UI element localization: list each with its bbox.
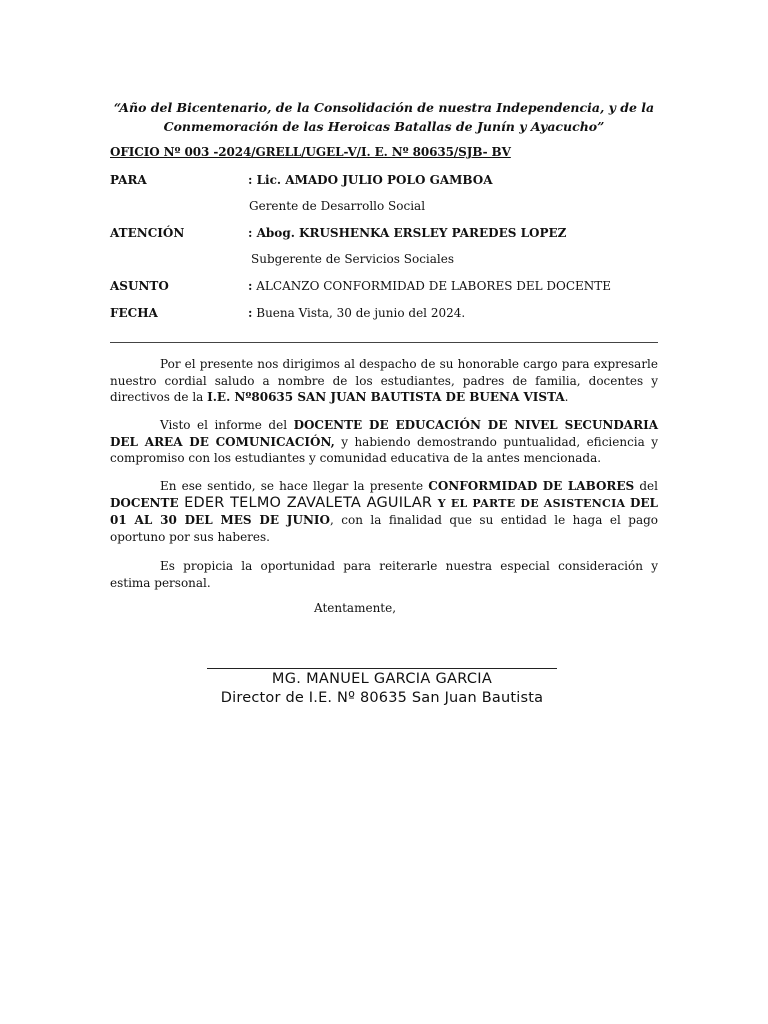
p3-del: del	[634, 479, 658, 493]
header-divider	[110, 342, 658, 343]
p3-teacher-name: EDER TELMO ZAVALETA AGUILAR	[178, 494, 438, 511]
asunto-value-wrap	[248, 278, 611, 294]
commemorative-motto: “Año del Bicentenario, de la Consolidación de nuestra Independencia, y de la Conmemoración de las Heroicas Batallas de Junín y Ayacucho”	[113, 100, 655, 134]
atencion-value: : Abog. KRUSHENKA ERSLEY PAREDES LOPEZ	[248, 226, 567, 240]
signer-name: MG. MANUEL GARCIA GARCIA	[271, 671, 493, 687]
para-label: PARA	[110, 173, 147, 187]
oficio-number: OFICIO Nº 003 -2024/GRELL/UGEL-V/I. E. Nº 80635/SJB- BV	[110, 145, 511, 159]
paragraph-greeting	[110, 356, 658, 406]
fecha-value-wrap	[248, 305, 465, 321]
asunto-colon: :	[248, 279, 253, 293]
signer-role: Director de I.E. Nº 80635 San Juan Bautista	[220, 690, 544, 706]
closing-text: Atentamente,	[314, 601, 397, 615]
p3-text: En ese sentido, se hace llegar la presente	[160, 479, 429, 493]
fecha-value: Buena Vista, 30 de junio del 2024.	[252, 306, 466, 320]
asunto-value: ALCANZO CONFORMIDAD DE LABORES DEL DOCENTE	[252, 279, 612, 293]
atencion-role: Subgerente de Servicios Sociales	[251, 252, 455, 266]
p1-text: Por el presente nos dirigimos al despacho de su honorable cargo para expresarle nuestro cordial saludo a nombre de los estudiantes, padres de familia, docentes y directivos de la	[110, 357, 658, 404]
p3-docente: DOCENTE	[110, 495, 179, 510]
para-role: Gerente de Desarrollo Social	[249, 199, 426, 213]
p1-school: I.E. Nº80635 SAN JUAN BAUTISTA DE BUENA VISTA	[207, 390, 565, 404]
p1-end: .	[564, 390, 569, 404]
atencion-label: ATENCIÓN	[110, 226, 185, 240]
signature-line	[207, 668, 557, 669]
para-value: : Lic. AMADO JULIO POLO GAMBOA	[248, 173, 493, 187]
fecha-label: FECHA	[110, 306, 158, 320]
asunto-label: ASUNTO	[110, 279, 169, 293]
p2-text: Visto el informe del	[160, 418, 294, 432]
fecha-colon: :	[248, 306, 253, 320]
p3-conformity: CONFORMIDAD DE LABORES	[428, 479, 635, 493]
p3-period: DEL 01 AL 30 DEL MES DE JUNIO	[110, 495, 658, 527]
p3-rest: , con la finalidad que su entidad le haga el pago oportuno por sus haberes.	[110, 513, 659, 544]
p2-rest: y habiendo demostrando puntualidad, eficiencia y compromiso con los estudiantes y comunidad educativa de la antes mencionada.	[110, 434, 658, 465]
p3-attendance: Y EL PARTE DE ASISTENCIA	[437, 496, 626, 510]
paragraph-farewell: Es propicia la oportunidad para reiterarle nuestra especial consideración y estima personal.	[110, 559, 658, 590]
paragraph-report	[110, 417, 658, 467]
p2-teacher-area: DOCENTE DE EDUCACIÓN DE NIVEL SECUNDARIA DEL AREA DE COMUNICACIÓN,	[110, 418, 658, 449]
paragraph-conformity	[110, 478, 658, 545]
